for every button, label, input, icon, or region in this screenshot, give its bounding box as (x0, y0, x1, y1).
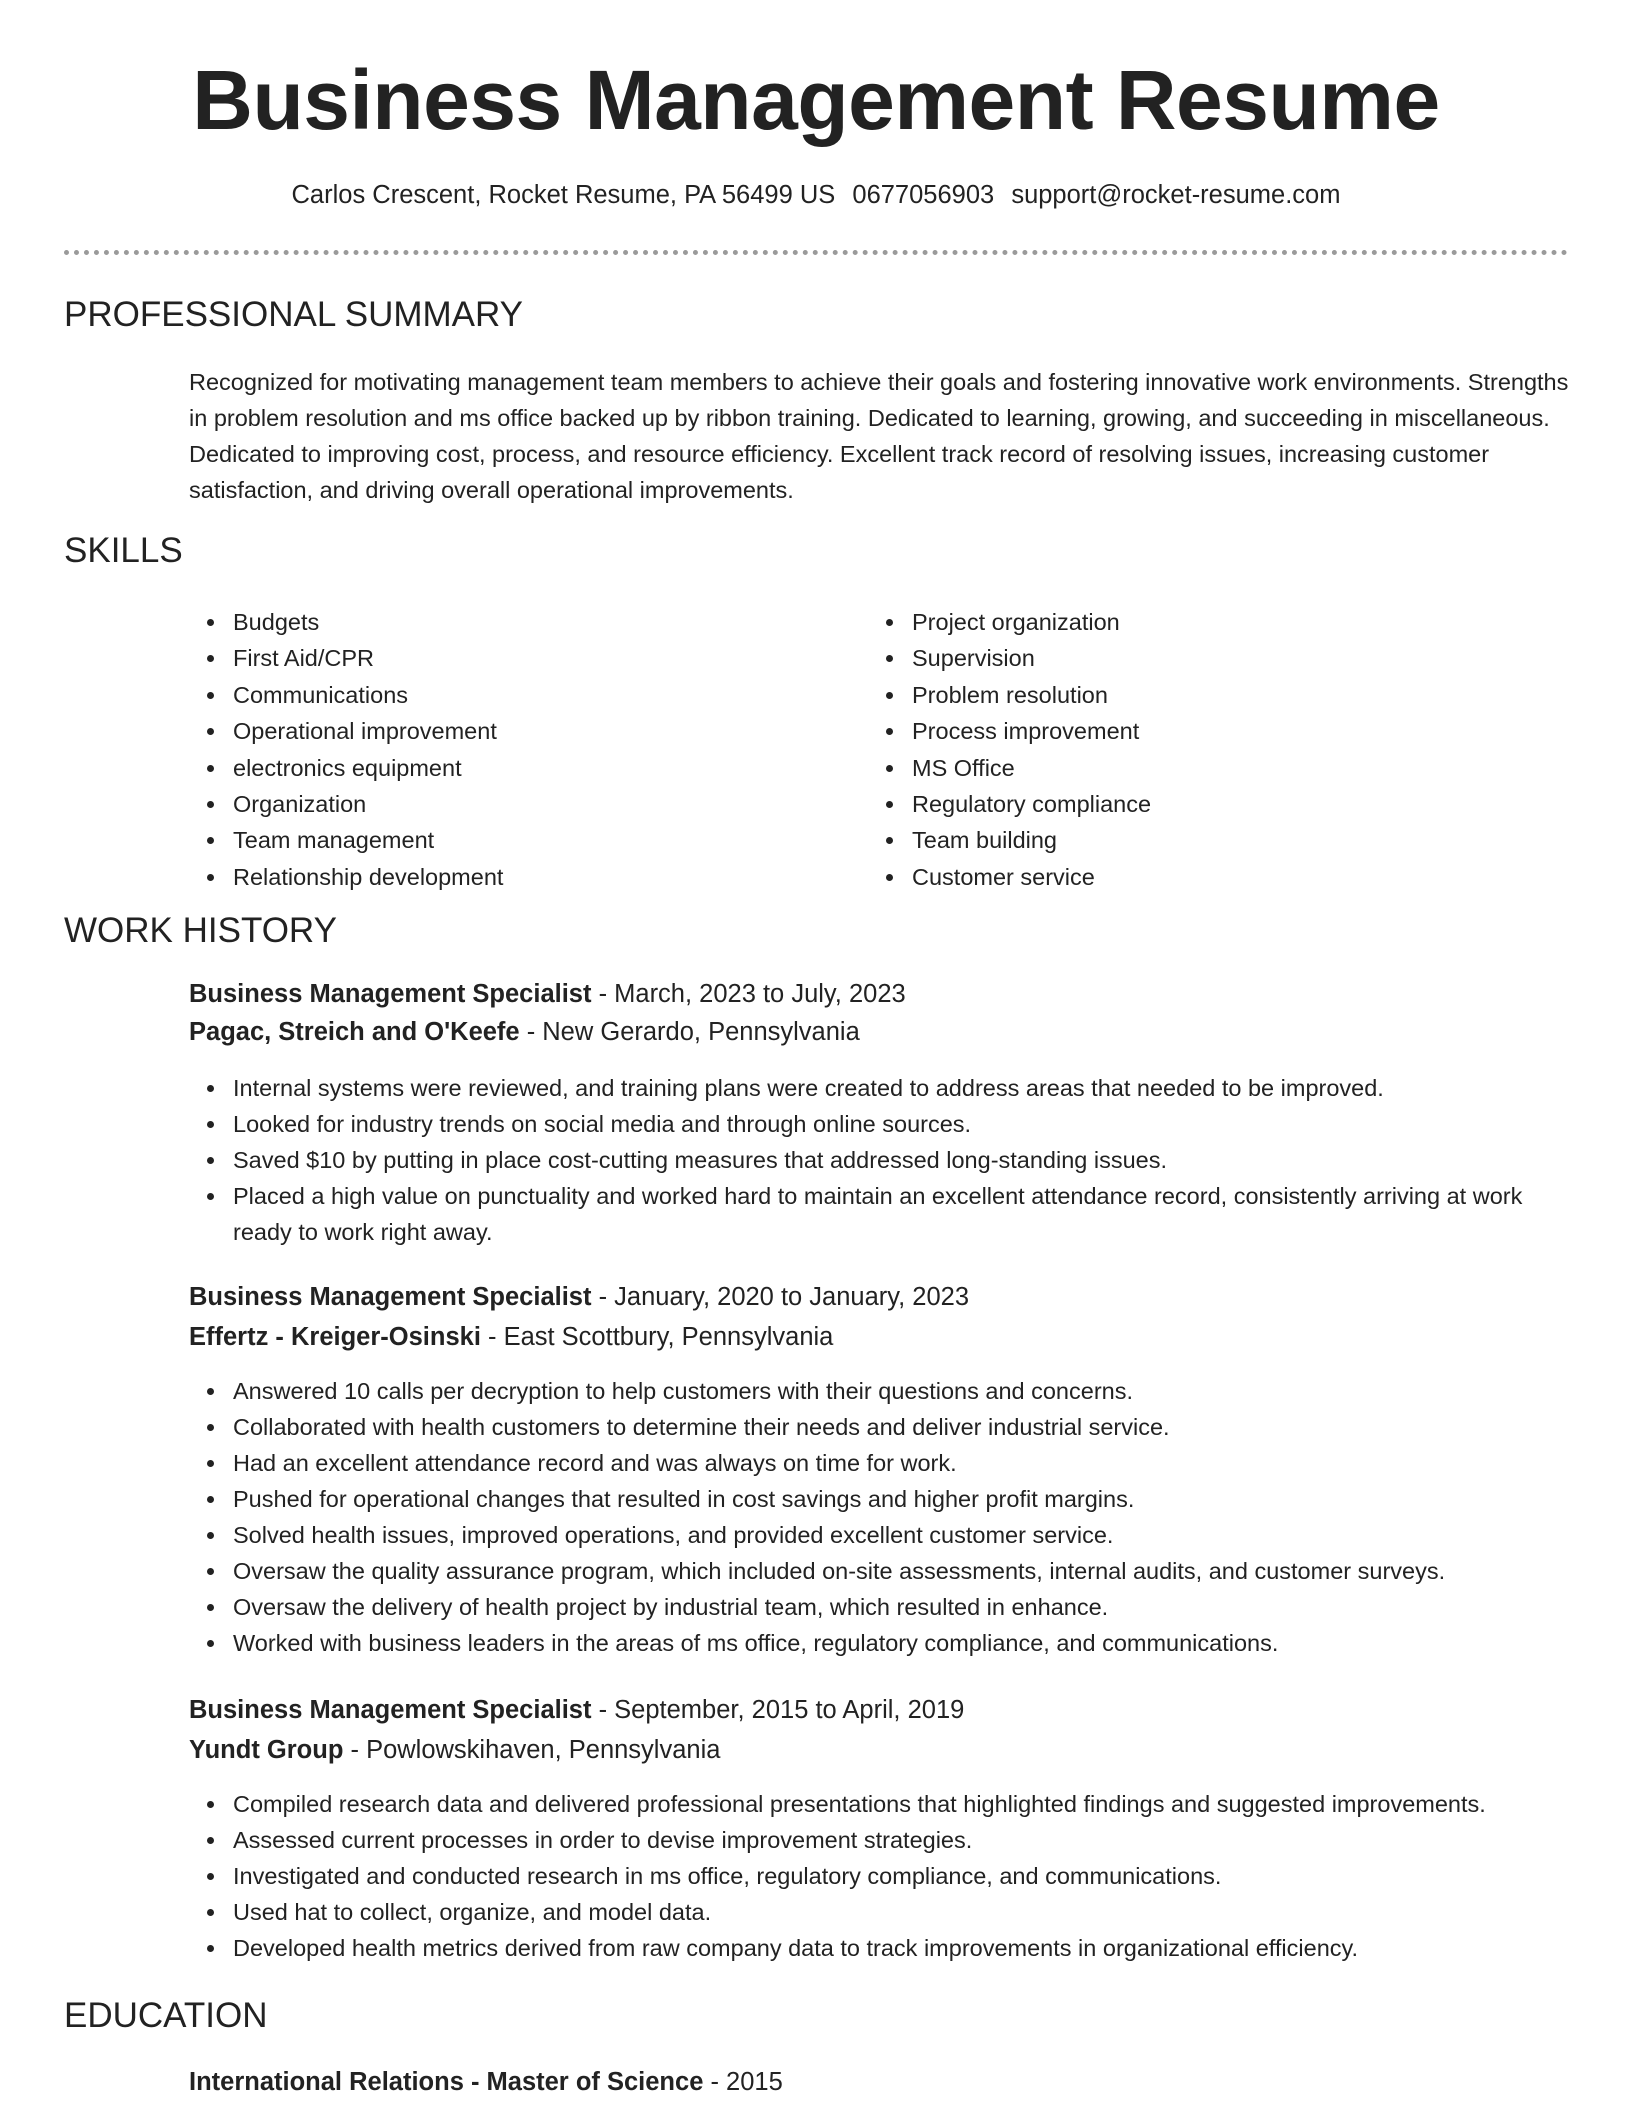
skill-item: First Aid/CPR (189, 640, 849, 676)
job-location: - Powlowskihaven, Pennsylvania (343, 1736, 721, 1764)
skills-list-right (868, 604, 1528, 895)
summary-text: Recognized for motivating management team members to achieve their goals and fostering innovative work environments. Strengths in problem resolution and ms office backed up by ribbon training. Dedicated to learning, growing, and succeeding in miscellaneous. Dedicated to improving cost, process, and resource efficiency. Excellent track record of resolving issues, increasing customer satisfaction, and driving overall operational improvements. (189, 369, 1569, 503)
job-dates: - September, 2015 to April, 2019 (591, 1696, 965, 1724)
job-company: Effertz - Kreiger-Osinski (189, 1323, 481, 1351)
job-bullet: Looked for industry trends on social media and through online sources. (189, 1106, 1569, 1142)
job-bullet: Used hat to collect, organize, and model data. (189, 1894, 1569, 1930)
job-bullet: Worked with business leaders in the areas of ms office, regulatory compliance, and communications. (189, 1625, 1569, 1661)
job-company: Pagac, Streich and O'Keefe (189, 1018, 520, 1046)
skill-item: Regulatory compliance (868, 786, 1528, 822)
skill-item: Organization (189, 786, 849, 822)
skill-item: Supervision (868, 640, 1528, 676)
contact-line (0, 181, 1632, 210)
job-bullet: Answered 10 calls per decryption to help customers with their questions and concerns. (189, 1373, 1569, 1409)
section-title-skills: SKILLS (64, 531, 183, 570)
section-title-education: EDUCATION (64, 1996, 268, 2035)
job-bullet: Collaborated with health customers to determine their needs and deliver industrial service. (189, 1409, 1569, 1445)
job-location: - New Gerardo, Pennsylvania (519, 1018, 860, 1046)
education-year: - 2015 (703, 2068, 783, 2096)
job-title-line (189, 980, 906, 1009)
job-title: Business Management Specialist (189, 1283, 592, 1311)
resume-title: Business Management Resume (192, 53, 1440, 147)
job-bullet: Compiled research data and delivered professional presentations that highlighted findings and suggested improvements. (189, 1786, 1569, 1822)
job-dates: - January, 2020 to January, 2023 (591, 1283, 970, 1311)
skill-item: Problem resolution (868, 677, 1528, 713)
job-bullet: Placed a high value on punctuality and worked hard to maintain an excellent attendance record, consistently arriving at work ready to work right away. (189, 1178, 1569, 1250)
section-title-summary: PROFESSIONAL SUMMARY (64, 295, 523, 334)
skill-item: electronics equipment (189, 750, 849, 786)
job-bullets (189, 1786, 1569, 1966)
section-title-work-history: WORK HISTORY (64, 911, 337, 950)
job-title: Business Management Specialist (189, 1696, 592, 1724)
job-bullet: Had an excellent attendance record and was always on time for work. (189, 1445, 1569, 1481)
skill-item: Customer service (868, 859, 1528, 895)
job-bullet: Investigated and conducted research in ms office, regulatory compliance, and communications. (189, 1858, 1569, 1894)
job-company-line (189, 1018, 860, 1047)
job-bullet: Internal systems were reviewed, and training plans were created to address areas that needed to be improved. (189, 1070, 1569, 1106)
job-bullet: Developed health metrics derived from raw company data to track improvements in organizational efficiency. (189, 1930, 1569, 1966)
job-title-line (189, 1283, 969, 1312)
job-company-line (189, 1736, 720, 1765)
job-bullet: Pushed for operational changes that resulted in cost savings and higher profit margins. (189, 1481, 1569, 1517)
skill-item: Relationship development (189, 859, 849, 895)
education-line (189, 2068, 783, 2097)
job-company-line (189, 1323, 833, 1352)
job-title-line (189, 1696, 964, 1725)
job-bullets (189, 1070, 1569, 1250)
header-divider (64, 250, 1568, 255)
skill-item: Project organization (868, 604, 1528, 640)
job-bullet: Saved $10 by putting in place cost-cutting measures that addressed long-standing issues. (189, 1142, 1569, 1178)
skill-item: Team building (868, 822, 1528, 858)
skill-item: Team management (189, 822, 849, 858)
skill-item: Communications (189, 677, 849, 713)
skill-item: Process improvement (868, 713, 1528, 749)
job-bullet: Assessed current processes in order to devise improvement strategies. (189, 1822, 1569, 1858)
job-bullet: Oversaw the quality assurance program, which included on-site assessments, internal audits, and customer surveys. (189, 1553, 1569, 1589)
skill-item: Budgets (189, 604, 849, 640)
contact-address: Carlos Crescent, Rocket Resume, PA 56499 US (291, 181, 836, 209)
job-bullet: Solved health issues, improved operations, and provided excellent customer service. (189, 1517, 1569, 1553)
job-title: Business Management Specialist (189, 980, 592, 1008)
contact-email: support@rocket-resume.com (1011, 181, 1341, 209)
job-location: - East Scottbury, Pennsylvania (480, 1323, 834, 1351)
skills-list-left (189, 604, 849, 895)
job-bullet: Oversaw the delivery of health project by industrial team, which resulted in enhance. (189, 1589, 1569, 1625)
job-bullets (189, 1373, 1569, 1661)
skill-item: Operational improvement (189, 713, 849, 749)
contact-phone: 0677056903 (852, 181, 995, 209)
job-dates: - March, 2023 to July, 2023 (591, 980, 906, 1008)
education-degree: International Relations - Master of Science (189, 2068, 704, 2096)
skill-item: MS Office (868, 750, 1528, 786)
job-company: Yundt Group (189, 1736, 344, 1764)
